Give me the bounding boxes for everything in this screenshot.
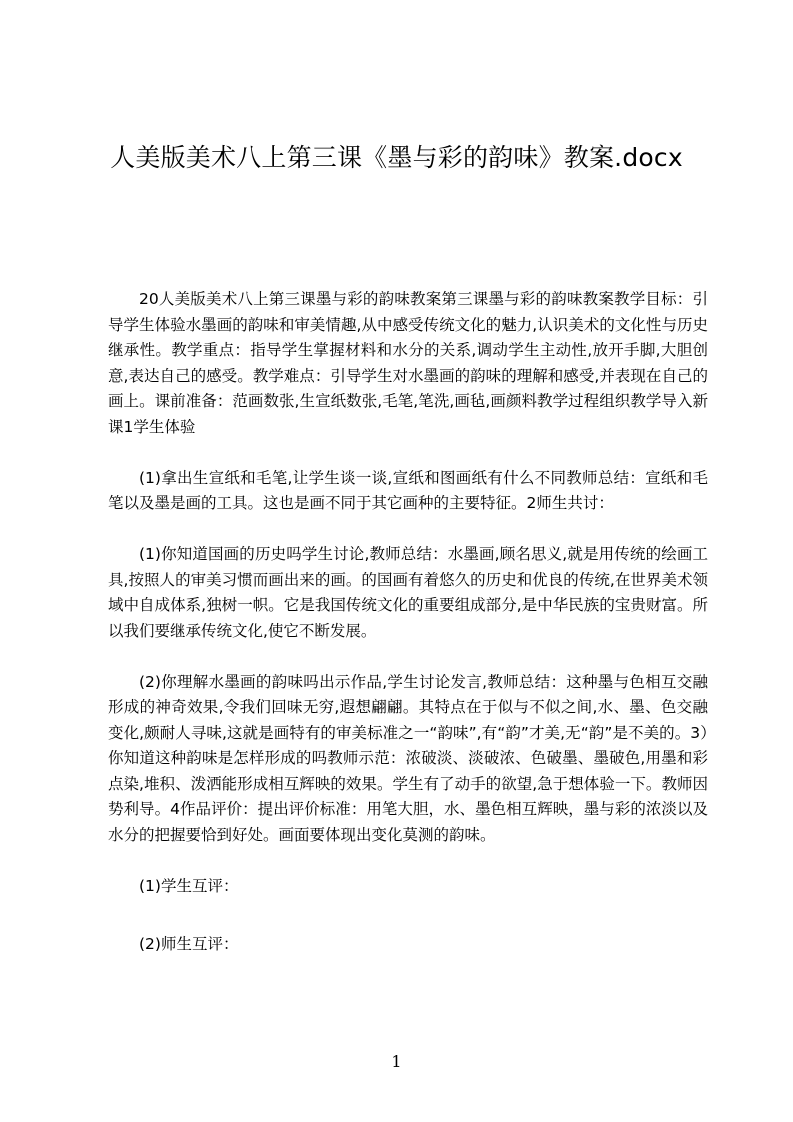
paragraph-teaching-objectives: 20人美版美术八上第三课墨与彩的韵味教案第三课墨与彩的韵味教案教学目标：引导学生体验水墨画的韵味和审美情趣,从中感受传统文化的魅力,认识美术的文化性与历史继承性。教学重点：指导学生掌握材料和水分的关系,调动学生主动性,放开手脚,大胆创意,表达自己的感受。教学难点：引导学生对水墨画的韵味的理解和感受,并表现在自己的画上。课前准备：范画数张,生宣纸数张,毛笔,笔洗,画毡,画颜料教学过程组织教学导入新课1学生体验	[108, 290, 708, 436]
paragraph-teacher-student-review: (2)师生互评：	[139, 935, 239, 953]
paragraph-student-peer-review: (1)学生互评：	[139, 876, 239, 895]
paragraph-ink-painting-charm: (2)你理解水墨画的韵味吗出示作品,学生讨论发言,教师总结：这种墨与色相互交融形成的神奇效果,令我们回味无穷,遐想翩翩。其特点在于似与不似之间,水、墨、色交融变化,颇耐人寻味,这就是画特有的审美标准之一“韵味”,有“韵”才美,无“韵”是不美的。3）你知道这种韵味是怎样形成的吗教师示范：浓破淡、淡破浓、色破墨、墨破色,用墨和彩点染,堆积、泼洒能形成相互辉映的效果。学生有了动手的欲望,急于想体验一下。教师因势利导。4作品评价：提出评价标准：用笔大胆，水、墨色相互辉映，墨与彩的浓淡以及水分的把握要恰到好处。画面要体现出变化莫测的韵味。	[108, 672, 708, 844]
document-title: 人美版美术八上第三课《墨与彩的韵味》教案.docx	[110, 143, 683, 172]
page-number: 1	[391, 1052, 402, 1071]
document-body	[108, 287, 708, 991]
paragraph-student-experience: (1)拿出生宣纸和毛笔,让学生谈一谈,宣纸和图画纸有什么不同教师总结：宣纸和毛笔以及墨是画的工具。这也是画不同于其它画种的主要特征。2师生共讨：	[108, 468, 708, 512]
paragraph-history-of-chinese-painting: (1)你知道国画的历史吗学生讨论,教师总结：水墨画,顾名思义,就是用传统的绘画工具,按照人的审美习惯而画出来的画。的国画有着悠久的历史和优良的传统,在世界美术领域中自成体系,独树一帜。它是我国传统文化的重要组成部分,是中华民族的宝贵财富。所以我们要继承传统文化,使它不断发展。	[108, 545, 708, 640]
